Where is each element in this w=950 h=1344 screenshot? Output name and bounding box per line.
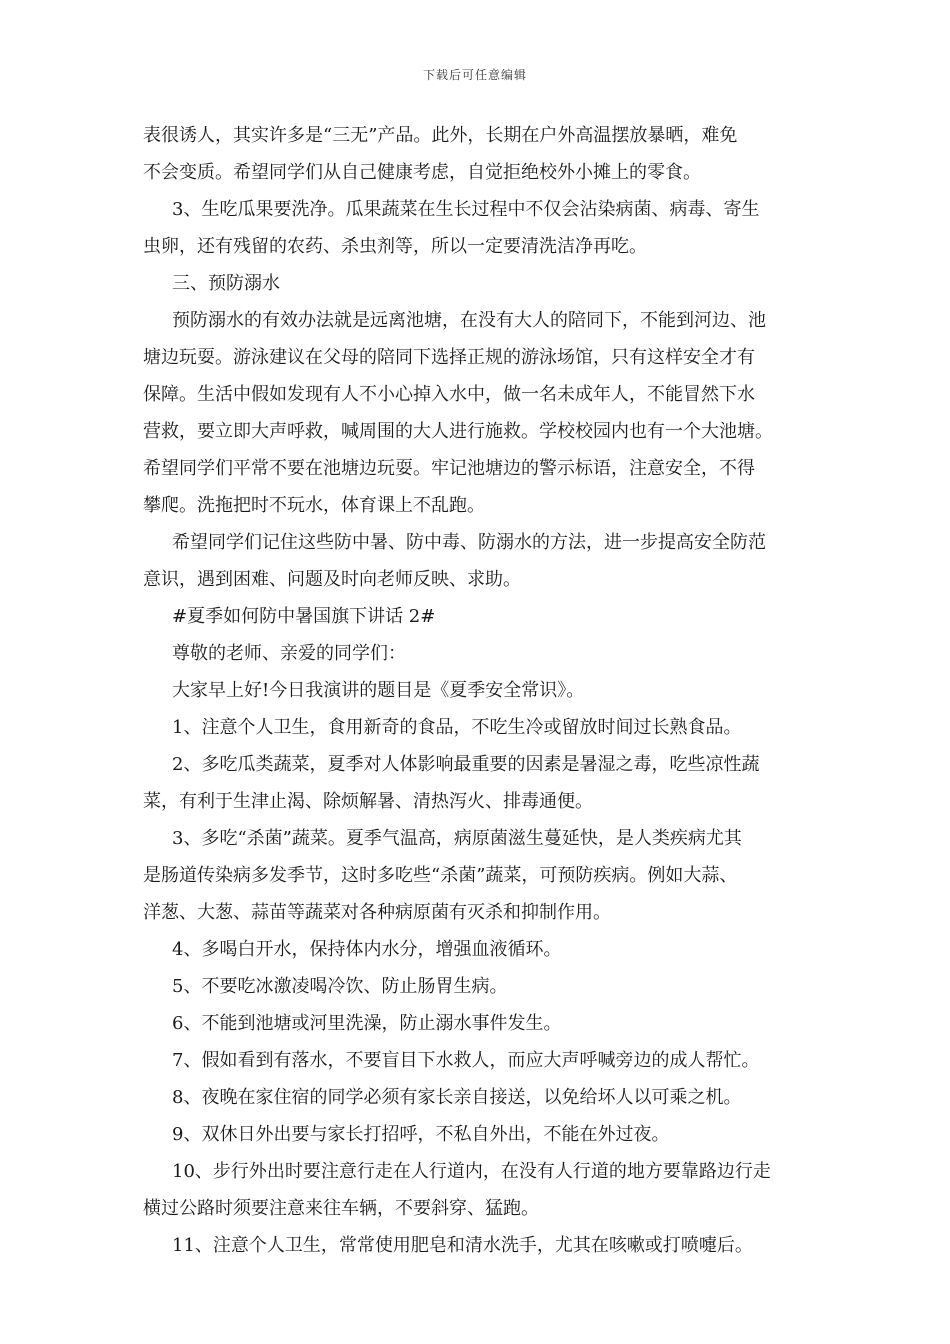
text-line: 尊敬的老师、亲爱的同学们： [172,643,406,664]
text-line: #夏季如何防中暑国旗下讲话 2# [172,606,436,627]
text-line: 希望同学们记住这些防中暑、防中毒、防溺水的方法，进一步提高安全防范 [172,532,766,553]
text-line: 大家早上好!今日我演讲的题目是《夏季安全常识》。 [172,680,585,701]
text-line: 2、多吃瓜类蔬菜，夏季对人体影响最重要的因素是暑湿之毒，吃些凉性蔬 [172,754,760,775]
text-line: 不会变质。希望同学们从自己健康考虑，自觉拒绝校外小摊上的零食。 [143,162,701,183]
text-line: 虫卵，还有残留的农药、杀虫剂等，所以一定要清洗洁净再吃。 [143,236,647,257]
text-line: 表很诱人，其实许多是“三无”产品。此外，长期在户外高温摆放暴晒，难免 [143,125,738,146]
text-line: 3、多吃“杀菌”蔬菜。夏季气温高，病原菌滋生蔓延快，是人类疾病尤其 [172,828,742,849]
text-line: 三、预防溺水 [172,273,280,294]
text-line: 营救，要立即大声呼救，喊周围的大人进行施救。学校校园内也有一个大池塘。 [143,421,773,442]
text-line: 3、生吃瓜果要洗净。瓜果蔬菜在生长过程中不仅会沾染病菌、病毒、寄生 [172,199,760,220]
text-line: 攀爬。洗拖把时不玩水，体育课上不乱跑。 [143,495,485,516]
text-line: 希望同学们平常不要在池塘边玩耍。牢记池塘边的警示标语，注意安全，不得 [143,458,755,479]
text-line: 7、假如看到有落水，不要盲目下水救人，而应大声呼喊旁边的成人帮忙。 [172,1050,760,1071]
text-line: 5、不要吃冰激凌喝冷饮、防止肠胃生病。 [172,976,508,997]
text-line: 11、注意个人卫生，常常使用肥皂和清水洗手，尤其在咳嗽或打喷嚏后。 [172,1235,753,1256]
text-line: 塘边玩耍。游泳建议在父母的陪同下选择正规的游泳场馆，只有这样安全才有 [143,347,755,368]
text-line: 10、步行外出时要注意行走在人行道内，在没有人行道的地方要靠路边行走 [172,1161,771,1182]
text-line: 预防溺水的有效办法就是远离池塘，在没有大人的陪同下，不能到河边、池 [172,310,766,331]
text-line: 是肠道传染病多发季节，这时多吃些“杀菌”蔬菜，可预防疾病。例如大蒜、 [143,865,738,886]
text-line: 6、不能到池塘或河里洗澡，防止溺水事件发生。 [172,1013,562,1034]
text-line: 菜，有利于生津止渴、除烦解暑、清热泻火、排毒通便。 [143,791,593,812]
text-line: 洋葱、大葱、蒜苗等蔬菜对各种病原菌有灭杀和抑制作用。 [143,902,611,923]
page-header-note: 下载后可任意编辑 [422,68,527,82]
text-line: 4、多喝白开水，保持体内水分，增强血液循环。 [172,939,562,960]
text-line: 8、夜晚在家住宿的同学必须有家长亲自接送，以免给坏人以可乘之机。 [172,1087,742,1108]
document-body [143,117,813,1264]
text-line: 横过公路时须要注意来往车辆，不要斜穿、猛跑。 [143,1198,539,1219]
text-line: 意识，遇到困难、问题及时向老师反映、求助。 [143,569,521,590]
text-line: 1、注意个人卫生，食用新奇的食品，不吃生冷或留放时间过长熟食品。 [172,717,742,738]
text-line: 9、双休日外出要与家长打招呼，不私自外出，不能在外过夜。 [172,1124,670,1145]
text-line: 保障。生活中假如发现有人不小心掉入水中，做一名未成年人，不能冒然下水 [143,384,755,405]
